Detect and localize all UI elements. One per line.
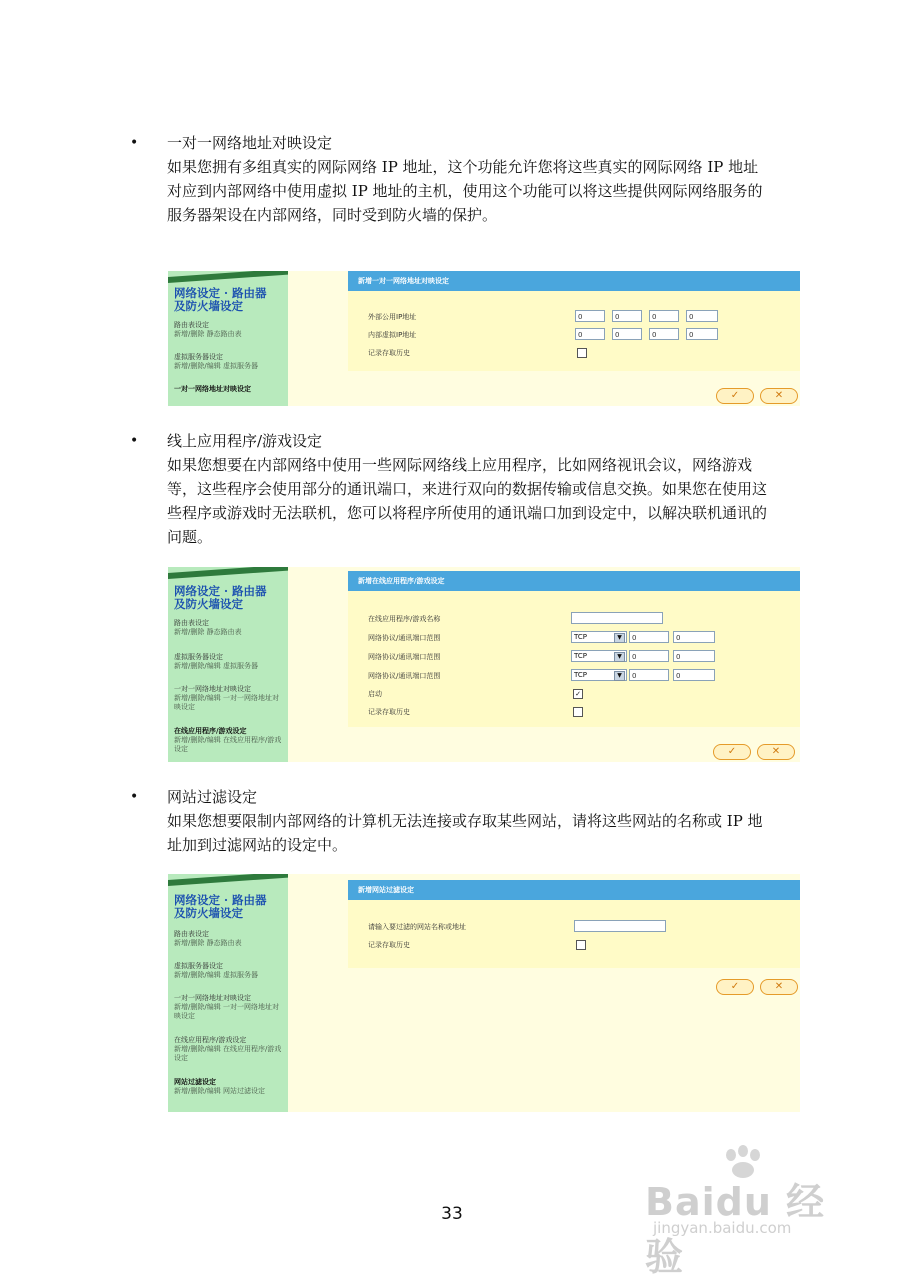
internal-ip-octet-2[interactable]: 0 [612,328,642,340]
sidebar-item-online-apps[interactable]: 在线应用程序/游戏设定 新增/删除/编辑 在线应用程序/游戏设定 [174,1036,282,1062]
protocol-select-1[interactable]: TCP ▼ [571,631,627,643]
enable-checkbox[interactable]: ✓ [573,689,583,699]
sidebar [168,271,288,406]
label-log-history: 记录存取历史 [368,941,410,949]
panel-title-bar: 新增网站过滤设定 [348,880,800,900]
sidebar-heading: 网络设定 · 路由器 及防火墙设定 [174,286,267,313]
cancel-button[interactable]: ✕ [760,979,798,995]
sidebar-item-one-to-one[interactable]: 一对一网络地址对映设定 [174,385,251,393]
baidu-watermark [645,1145,855,1279]
external-ip-octet-4[interactable]: 0 [686,310,718,322]
section-title: 网站过滤设定 [167,788,258,806]
section-title: 一对一网络地址对映设定 [167,134,333,152]
port-start-3[interactable]: 0 [629,669,669,681]
sidebar-item-virtual-server[interactable]: 虚拟服务器设定 新增/删除/编辑 虚拟服务器 [174,653,258,670]
label-enable: 启动 [368,690,382,698]
chevron-down-icon: ▼ [614,652,625,662]
app-name-input[interactable] [571,612,663,624]
port-start-2[interactable]: 0 [629,650,669,662]
sidebar-item-site-filter[interactable]: 网站过滤设定 新增/删除/编辑 网站过滤设定 [174,1078,265,1095]
section-body: 如果您想要限制内部网络的计算机无法连接或存取某些网站，请将这些网站的名称或 IP 地址加到过滤网站的设定中。 [167,812,763,854]
label-internal-ip: 内部虚拟IP地址 [368,331,417,339]
bullet: • [130,433,139,449]
label-log-history: 记录存取历史 [368,708,410,716]
port-end-2[interactable]: 0 [673,650,715,662]
sidebar-item-one-to-one[interactable]: 一对一网络地址对映设定 新增/删除/编辑 一对一网络地址对映设定 [174,994,279,1020]
section-body: 如果您想要在内部网络中使用一些网际网络线上应用程序，比如网络视讯会议，网络游戏等，这些程序会使用部分的通讯端口，来进行双向的数据传输或信息交换。如果您在使用这些程序或游戏时无法联机，您可以将程序所使用的通讯端口加到设定中，以解决联机通讯的问题。 [167,456,768,546]
sidebar-item-route[interactable]: 路由表设定 新增/删除 静态路由表 [174,321,242,338]
chevron-down-icon: ▼ [614,633,625,643]
panel-body [348,900,800,968]
internal-ip-octet-3[interactable]: 0 [649,328,679,340]
bullet: • [130,789,139,805]
page-number: 33 [441,1204,463,1224]
chevron-down-icon: ▼ [614,671,625,681]
sidebar-item-virtual-server[interactable]: 虚拟服务器设定 新增/删除/编辑 虚拟服务器 [174,353,258,370]
log-history-checkbox[interactable] [577,348,587,358]
label-port-range-2: 网络协议/通讯端口范围 [368,653,441,661]
sidebar [168,874,288,1112]
external-ip-octet-1[interactable]: 0 [575,310,605,322]
panel-title-bar: 新增在线应用程序/游戏设定 [348,571,800,591]
protocol-select-3[interactable]: TCP ▼ [571,669,627,681]
confirm-button[interactable]: ✓ [716,388,754,404]
sidebar-heading: 网络设定 · 路由器 及防火墙设定 [174,584,267,611]
cancel-button[interactable]: ✕ [757,744,795,760]
label-port-range-3: 网络协议/通讯端口范围 [368,672,441,680]
label-external-ip: 外部公用IP地址 [368,313,417,321]
confirm-button[interactable]: ✓ [716,979,754,995]
label-log-history: 记录存取历史 [368,349,410,357]
log-history-checkbox[interactable] [573,707,583,717]
external-ip-octet-2[interactable]: 0 [612,310,642,322]
sidebar-item-virtual-server[interactable]: 虚拟服务器设定 新增/删除/编辑 虚拟服务器 [174,962,258,979]
sidebar-heading: 网络设定 · 路由器 及防火墙设定 [174,893,267,920]
internal-ip-octet-4[interactable]: 0 [686,328,718,340]
label-port-range-1: 网络协议/通讯端口范围 [368,634,441,642]
port-end-3[interactable]: 0 [673,669,715,681]
port-start-1[interactable]: 0 [629,631,669,643]
section-body: 如果您拥有多组真实的网际网络 IP 地址，这个功能允许您将这些真实的网际网络 IP 地址对应到内部网络中使用虚拟 IP 地址的主机，使用这个功能可以将这些提供网际网络服务的服务器架设在内部网络，同时受到防火墙的保护。 [167,158,763,224]
internal-ip-octet-1[interactable]: 0 [575,328,605,340]
external-ip-octet-3[interactable]: 0 [649,310,679,322]
screenshot-site-filter [168,874,800,1112]
sidebar-item-route[interactable]: 路由表设定 新增/删除 静态路由表 [174,619,242,636]
panel-title-bar: 新增一对一网络地址对映设定 [348,271,800,291]
screenshot-online-apps [168,567,800,762]
watermark-url: jingyan.baidu.com [653,1219,792,1237]
watermark-text: Baidu 经验 [645,1180,826,1279]
label-app-name: 在线应用程序/游戏名称 [368,615,441,623]
sidebar-item-one-to-one[interactable]: 一对一网络地址对映设定 新增/删除/编辑 一对一网络地址对映设定 [174,685,279,711]
sidebar-item-online-apps[interactable]: 在线应用程序/游戏设定 新增/删除/编辑 在线应用程序/游戏设定 [174,727,282,753]
protocol-select-2[interactable]: TCP ▼ [571,650,627,662]
section-title: 线上应用程序/游戏设定 [167,432,323,450]
sidebar-item-route[interactable]: 路由表设定 新增/删除 静态路由表 [174,930,242,947]
url-input[interactable] [574,920,666,932]
bullet: • [130,135,139,151]
label-url: 请输入要过滤的网站名称或地址 [368,923,466,931]
confirm-button[interactable]: ✓ [713,744,751,760]
cancel-button[interactable]: ✕ [760,388,798,404]
port-end-1[interactable]: 0 [673,631,715,643]
sidebar [168,567,288,762]
screenshot-one-to-one-nat [168,271,800,406]
log-history-checkbox[interactable] [576,940,586,950]
